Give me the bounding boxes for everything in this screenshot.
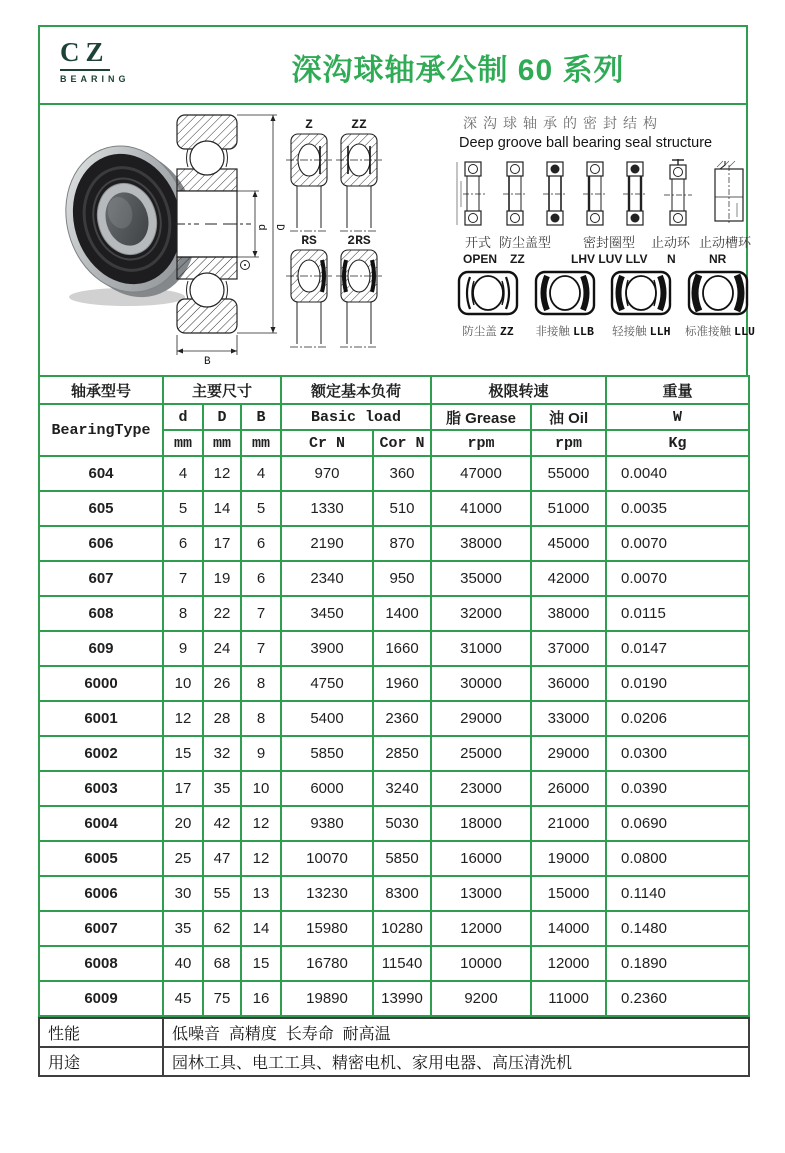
spec-cell-cor: 10280: [373, 911, 431, 946]
spec-cell-cor: 2360: [373, 701, 431, 736]
spec-cell-d: 7: [163, 561, 203, 596]
bearing-type-cell: 6005: [39, 841, 163, 876]
spec-cell-cor: 3240: [373, 771, 431, 806]
diagram-section: [38, 105, 755, 375]
spec-cell-D: 32: [203, 736, 241, 771]
spec-cell-cr: 13230: [281, 876, 373, 911]
spec-cell-B: 8: [241, 666, 281, 701]
spec-cell-D: 12: [203, 456, 241, 491]
performance-row: [39, 1018, 749, 1047]
seal-view-zz: [455, 270, 521, 339]
spec-row: [39, 736, 749, 771]
seal-type-icon-row: [455, 159, 751, 231]
col-header-cr: Cr N: [281, 430, 373, 456]
table-subheader-row-1: [39, 404, 749, 430]
seal-type-label-en: LHV LUV LLV: [571, 252, 648, 266]
spec-cell-grease: 31000: [431, 631, 531, 666]
spec-cell-cor: 5850: [373, 841, 431, 876]
mini-section-2rs: [336, 233, 382, 357]
col-header-cor: Cor N: [373, 430, 431, 456]
spec-cell-cr: 2340: [281, 561, 373, 596]
spec-cell-w: 0.0690: [606, 806, 749, 841]
spec-row: [39, 561, 749, 596]
table-group-header-row: [39, 376, 749, 404]
seal-view-llb: [532, 270, 598, 339]
spec-cell-cr: 16780: [281, 946, 373, 981]
seal-type-icon-lhv: [581, 159, 609, 231]
seal-type-label-en: N: [667, 252, 676, 266]
spec-cell-w: 0.0800: [606, 841, 749, 876]
seal-type-label-cn: 防尘盖型: [499, 235, 552, 250]
spec-cell-D: 19: [203, 561, 241, 596]
spec-cell-D: 22: [203, 596, 241, 631]
spec-cell-grease: 18000: [431, 806, 531, 841]
spec-cell-D: 47: [203, 841, 241, 876]
unit-mm: mm: [241, 430, 281, 456]
bearing-type-cell: 6002: [39, 736, 163, 771]
spec-cell-w: 0.0070: [606, 526, 749, 561]
spec-cell-d: 8: [163, 596, 203, 631]
bearing-type-cell: 6001: [39, 701, 163, 736]
seal-type-label-en: OPEN: [463, 252, 498, 266]
col-header-d: d: [163, 404, 203, 430]
spec-row: [39, 981, 749, 1016]
mini-section-label: Z: [305, 117, 313, 132]
seal-type-icon-n: [661, 159, 695, 231]
bearing-type-cell: 6003: [39, 771, 163, 806]
col-group-dims: 主要尺寸: [163, 376, 281, 404]
spec-cell-D: 55: [203, 876, 241, 911]
spec-cell-oil: 11000: [531, 981, 606, 1016]
col-header-D: D: [203, 404, 241, 430]
bearing-type-cell: 6009: [39, 981, 163, 1016]
spec-cell-cor: 1960: [373, 666, 431, 701]
page-title: 深沟球轴承公制 60 系列: [291, 54, 625, 87]
spec-row: [39, 946, 749, 981]
spec-cell-grease: 12000: [431, 911, 531, 946]
spec-cell-cr: 970: [281, 456, 373, 491]
spec-cell-D: 35: [203, 771, 241, 806]
bearing-type-cell: 6007: [39, 911, 163, 946]
spec-row: [39, 806, 749, 841]
spec-tables: [38, 375, 748, 1077]
spec-cell-w: 0.0190: [606, 666, 749, 701]
spec-cell-cor: 1660: [373, 631, 431, 666]
spec-cell-cr: 1330: [281, 491, 373, 526]
seal-structure-panel: [455, 113, 755, 363]
spec-cell-D: 17: [203, 526, 241, 561]
spec-cell-grease: 29000: [431, 701, 531, 736]
spec-row: [39, 526, 749, 561]
bearing-type-cell: 606: [39, 526, 163, 561]
spec-cell-B: 9: [241, 736, 281, 771]
spec-cell-d: 17: [163, 771, 203, 806]
spec-cell-oil: 42000: [531, 561, 606, 596]
spec-cell-oil: 55000: [531, 456, 606, 491]
cross-section-art: [173, 113, 285, 365]
spec-cell-cor: 1400: [373, 596, 431, 631]
bearing-type-cell: 607: [39, 561, 163, 596]
seal-panel-title-en: Deep groove ball bearing seal structure: [459, 135, 713, 151]
spec-cell-w: 0.0147: [606, 631, 749, 666]
spec-cell-B: 7: [241, 631, 281, 666]
spec-cell-d: 6: [163, 526, 203, 561]
seal-view-label: 轻接触 LLH: [612, 326, 671, 339]
seal-panel-title-cn: 深沟球轴承的密封结构: [463, 115, 663, 131]
spec-cell-cor: 950: [373, 561, 431, 596]
mini-section-label: ZZ: [351, 117, 367, 132]
seal-type-icon-open: [455, 159, 489, 231]
spec-cell-cr: 2190: [281, 526, 373, 561]
spec-cell-cor: 2850: [373, 736, 431, 771]
spec-cell-cor: 5030: [373, 806, 431, 841]
spec-cell-grease: 35000: [431, 561, 531, 596]
spec-cell-grease: 23000: [431, 771, 531, 806]
spec-cell-oil: 37000: [531, 631, 606, 666]
spec-cell-grease: 10000: [431, 946, 531, 981]
spec-cell-B: 7: [241, 596, 281, 631]
spec-cell-oil: 12000: [531, 946, 606, 981]
spec-cell-B: 12: [241, 806, 281, 841]
spec-cell-w: 0.0115: [606, 596, 749, 631]
spec-cell-B: 10: [241, 771, 281, 806]
spec-row: [39, 876, 749, 911]
spec-cell-w: 0.0300: [606, 736, 749, 771]
unit-rpm-grease: rpm: [431, 430, 531, 456]
spec-cell-w: 0.0206: [606, 701, 749, 736]
col-header-basic-load: Basic load: [281, 404, 431, 430]
spec-cell-cor: 8300: [373, 876, 431, 911]
seal-view-row: [455, 270, 755, 339]
spec-cell-cr: 15980: [281, 911, 373, 946]
logo-subtext: BEARING: [60, 74, 130, 84]
spec-cell-cor: 360: [373, 456, 431, 491]
seal-view-label: 标准接触 LLU: [684, 326, 755, 339]
seal-type-label-cn: 止动环: [651, 235, 691, 250]
spec-cell-D: 28: [203, 701, 241, 736]
mini-section-rs: [286, 233, 332, 357]
col-group-speed: 极限转速: [431, 376, 606, 404]
spec-cell-D: 68: [203, 946, 241, 981]
spec-cell-w: 0.1890: [606, 946, 749, 981]
spec-cell-oil: 26000: [531, 771, 606, 806]
seal-type-label-en: ZZ: [510, 252, 525, 266]
spec-cell-B: 6: [241, 526, 281, 561]
spec-cell-d: 20: [163, 806, 203, 841]
spec-cell-oil: 19000: [531, 841, 606, 876]
logo-text: CZ: [60, 39, 110, 71]
spec-cell-d: 35: [163, 911, 203, 946]
unit-kg: Kg: [606, 430, 749, 456]
spec-cell-grease: 41000: [431, 491, 531, 526]
dim-label-D: D: [273, 224, 285, 231]
spec-cell-d: 5: [163, 491, 203, 526]
spec-cell-oil: 15000: [531, 876, 606, 911]
spec-cell-cr: 6000: [281, 771, 373, 806]
usage-label: 用途: [39, 1047, 163, 1076]
spec-row: [39, 491, 749, 526]
spec-cell-B: 5: [241, 491, 281, 526]
spec-cell-cor: 510: [373, 491, 431, 526]
spec-cell-oil: 36000: [531, 666, 606, 701]
spec-cell-oil: 51000: [531, 491, 606, 526]
spec-cell-B: 16: [241, 981, 281, 1016]
spec-cell-D: 24: [203, 631, 241, 666]
spec-cell-grease: 9200: [431, 981, 531, 1016]
spec-cell-cr: 3900: [281, 631, 373, 666]
spec-cell-grease: 16000: [431, 841, 531, 876]
spec-cell-d: 15: [163, 736, 203, 771]
spec-cell-d: 30: [163, 876, 203, 911]
seal-type-icon-zz-2: [541, 159, 569, 231]
mini-section-label: 2RS: [347, 233, 371, 248]
seal-type-label-cn: 止动槽环: [699, 235, 752, 250]
spec-cell-B: 14: [241, 911, 281, 946]
spec-cell-D: 14: [203, 491, 241, 526]
col-header-grease: 脂 Grease: [431, 404, 531, 430]
spec-cell-oil: 45000: [531, 526, 606, 561]
spec-row: [39, 631, 749, 666]
dim-label-d: d: [255, 224, 267, 231]
spec-cell-cor: 11540: [373, 946, 431, 981]
spec-cell-cr: 10070: [281, 841, 373, 876]
cz-bearing-logo: [60, 39, 170, 84]
seal-type-label-en: NR: [709, 252, 727, 266]
mini-section-zz: [336, 117, 382, 241]
spec-cell-B: 13: [241, 876, 281, 911]
spec-cell-d: 9: [163, 631, 203, 666]
performance-value: 低噪音 高精度 长寿命 耐高温: [163, 1018, 749, 1047]
spec-cell-w: 0.1480: [606, 911, 749, 946]
bearing-type-cell: 605: [39, 491, 163, 526]
spec-cell-cr: 5850: [281, 736, 373, 771]
spec-row: [39, 596, 749, 631]
seal-view-label: 非接触 LLB: [535, 326, 594, 339]
bearing-type-cell: 6000: [39, 666, 163, 701]
spec-cell-D: 75: [203, 981, 241, 1016]
spec-cell-cr: 4750: [281, 666, 373, 701]
spec-row: [39, 771, 749, 806]
spec-row: [39, 456, 749, 491]
spec-cell-B: 15: [241, 946, 281, 981]
spec-cell-oil: 21000: [531, 806, 606, 841]
seal-view-llh: [608, 270, 674, 339]
bearing-type-cell: 6004: [39, 806, 163, 841]
bearing-type-cell: 6008: [39, 946, 163, 981]
col-header-bearing-type: BearingType: [39, 404, 163, 456]
spec-cell-grease: 13000: [431, 876, 531, 911]
spec-cell-cr: 19890: [281, 981, 373, 1016]
seal-type-icon-llv: [621, 159, 649, 231]
spec-cell-d: 10: [163, 666, 203, 701]
spec-cell-D: 42: [203, 806, 241, 841]
mini-section-label: RS: [301, 233, 317, 248]
spec-cell-cor: 870: [373, 526, 431, 561]
seal-type-icon-nr: [707, 159, 751, 231]
spec-row: [39, 701, 749, 736]
spec-cell-w: 0.0040: [606, 456, 749, 491]
cross-section-diagram: [173, 113, 285, 365]
bearing-type-cell: 608: [39, 596, 163, 631]
spec-cell-d: 45: [163, 981, 203, 1016]
seal-type-label-cn: 密封圈型: [583, 235, 636, 250]
spec-cell-d: 4: [163, 456, 203, 491]
performance-label: 性能: [39, 1018, 163, 1047]
spec-cell-D: 62: [203, 911, 241, 946]
bearing-type-cell: 604: [39, 456, 163, 491]
spec-cell-grease: 30000: [431, 666, 531, 701]
bearing-type-cell: 609: [39, 631, 163, 666]
spec-cell-grease: 38000: [431, 526, 531, 561]
spec-cell-cr: 5400: [281, 701, 373, 736]
spec-cell-d: 40: [163, 946, 203, 981]
spec-cell-w: 0.0035: [606, 491, 749, 526]
spec-cell-w: 0.0070: [606, 561, 749, 596]
spec-cell-grease: 32000: [431, 596, 531, 631]
seal-view-llu: [684, 270, 755, 339]
unit-mm: mm: [163, 430, 203, 456]
usage-row: [39, 1047, 749, 1076]
col-header-oil: 油 Oil: [531, 404, 606, 430]
spec-cell-d: 12: [163, 701, 203, 736]
spec-table-body: [39, 456, 749, 1016]
seal-view-label: 防尘盖 ZZ: [462, 326, 514, 339]
spec-cell-w: 0.0390: [606, 771, 749, 806]
spec-cell-d: 25: [163, 841, 203, 876]
spec-cell-oil: 33000: [531, 701, 606, 736]
col-group-type: 轴承型号: [39, 376, 163, 404]
spec-cell-B: 12: [241, 841, 281, 876]
spec-cell-cr: 3450: [281, 596, 373, 631]
spec-cell-w: 0.2360: [606, 981, 749, 1016]
usage-value: 园林工具、电工工具、精密电机、家用电器、高压清洗机: [163, 1047, 749, 1076]
col-header-B: B: [241, 404, 281, 430]
header: [38, 25, 748, 105]
bearing-type-cell: 6006: [39, 876, 163, 911]
spec-cell-oil: 29000: [531, 736, 606, 771]
spec-cell-B: 6: [241, 561, 281, 596]
spec-cell-D: 26: [203, 666, 241, 701]
spec-cell-grease: 47000: [431, 456, 531, 491]
notes-table: [38, 1017, 750, 1077]
spec-row: [39, 911, 749, 946]
spec-cell-grease: 25000: [431, 736, 531, 771]
spec-cell-cr: 9380: [281, 806, 373, 841]
dim-label-B: B: [204, 356, 211, 365]
col-header-w: W: [606, 404, 749, 430]
spec-cell-w: 0.1140: [606, 876, 749, 911]
col-group-load: 额定基本负荷: [281, 376, 431, 404]
mini-section-z: [286, 117, 332, 241]
spec-cell-cor: 13990: [373, 981, 431, 1016]
spec-row: [39, 666, 749, 701]
seal-type-icon-zz-1: [501, 159, 529, 231]
col-group-weight: 重量: [606, 376, 749, 404]
spec-row: [39, 841, 749, 876]
bearing-spec-table: [38, 375, 750, 1017]
seal-type-label-cn: 开式: [465, 235, 492, 250]
spec-cell-B: 4: [241, 456, 281, 491]
spec-cell-oil: 14000: [531, 911, 606, 946]
spec-cell-oil: 38000: [531, 596, 606, 631]
spec-cell-B: 8: [241, 701, 281, 736]
unit-mm: mm: [203, 430, 241, 456]
unit-rpm-oil: rpm: [531, 430, 606, 456]
